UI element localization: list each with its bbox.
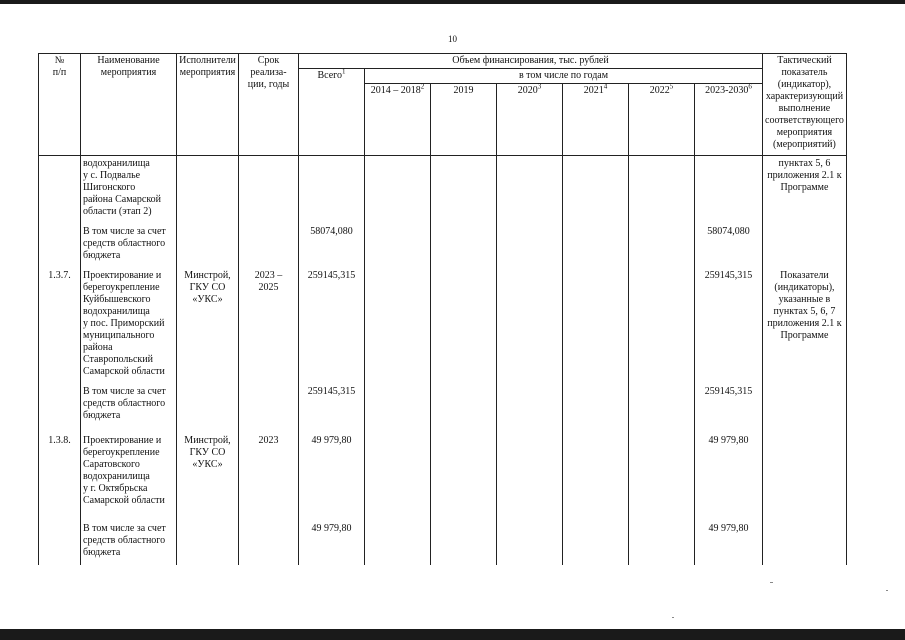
cell-term [239, 521, 299, 565]
header-year-2021: 2021$^4$ [563, 84, 629, 156]
table-row [39, 384, 847, 433]
cell-year [431, 156, 497, 221]
header-year-2019: 2019 [431, 84, 497, 156]
cell-year [563, 268, 629, 384]
table-row [39, 156, 847, 221]
cell-year [431, 521, 497, 565]
cell-year [629, 384, 695, 433]
header-year-2020: 2020$^3$ [497, 84, 563, 156]
cell-year [431, 220, 497, 268]
cell-executors [177, 220, 239, 268]
cell-year-2023-2030: 58074,080 [695, 220, 763, 268]
cell-executors [177, 384, 239, 433]
cell-year [497, 156, 563, 221]
cell-executors [177, 521, 239, 565]
cell-indicator: Показатели (индикаторы), указанные в пунктах 5, 6, 7 приложения 2.1 к Программе [763, 268, 847, 384]
cell-year [563, 384, 629, 433]
cell-total [299, 156, 365, 221]
cell-name: Проектирование и берегоукрепление Куйбышевского водохранилища у пос. Приморский муниципального района Ставропольский Самарской области [81, 268, 177, 384]
cell-num [39, 220, 81, 268]
scan-bottom-edge [0, 629, 905, 640]
header-term: Срок реализа- ции, годы [239, 54, 299, 156]
header-executors: Исполнители мероприятия [177, 54, 239, 156]
header-funding: Объем финансирования, тыс. рублей [299, 54, 763, 69]
header-num: № п/п [39, 54, 81, 156]
cell-year [563, 220, 629, 268]
cell-num [39, 156, 81, 221]
cell-indicator [763, 384, 847, 433]
cell-year [629, 220, 695, 268]
table-row [39, 433, 847, 521]
cell-year [563, 433, 629, 521]
cell-name: Проектирование и берегоукрепление Саратовского водохранилища у г. Октябрьска Самарской области [81, 433, 177, 521]
cell-executors [177, 156, 239, 221]
cell-year [365, 521, 431, 565]
cell-year-2023-2030: 259145,315 [695, 384, 763, 433]
cell-indicator [763, 521, 847, 565]
cell-indicator: пунктах 5, 6 приложения 2.1 к Программе [763, 156, 847, 221]
cell-year [563, 521, 629, 565]
table-row [39, 220, 847, 268]
cell-total: 259145,315 [299, 384, 365, 433]
cell-year [497, 268, 563, 384]
cell-executors: Минстрой, ГКУ СО «УКС» [177, 433, 239, 521]
cell-name: В том числе за счет средств областного бюджета [81, 521, 177, 565]
cell-term [239, 220, 299, 268]
cell-year [497, 220, 563, 268]
table-row [39, 521, 847, 565]
cell-name: В том числе за счет средств областного бюджета [81, 384, 177, 433]
cell-year [563, 156, 629, 221]
cell-num: 1.3.8. [39, 433, 81, 521]
scan-speck [770, 582, 773, 583]
cell-num: 1.3.7. [39, 268, 81, 384]
cell-year [365, 268, 431, 384]
header-year-2014-2018: 2014 – 2018$^2$ [365, 84, 431, 156]
scan-speck [672, 617, 674, 618]
cell-year [497, 433, 563, 521]
page-number: 10 [448, 34, 457, 44]
cell-year-2023-2030: 49 979,80 [695, 433, 763, 521]
table-row [39, 268, 847, 384]
cell-term: 2023 – 2025 [239, 268, 299, 384]
header-total: Всего$^1$ [299, 69, 365, 156]
funding-table [38, 53, 847, 565]
header-indicator: Тактический показатель (индикатор), характеризующий выполнение соответствующего мероприятия (мероприятий) [763, 54, 847, 156]
cell-num [39, 521, 81, 565]
cell-name: В том числе за счет средств областного бюджета [81, 220, 177, 268]
header-year-2022: 2022$^5$ [629, 84, 695, 156]
cell-total: 49 979,80 [299, 521, 365, 565]
header-year-2023-2030: 2023-2030$^6$ [695, 84, 763, 156]
cell-year [365, 220, 431, 268]
cell-year [431, 268, 497, 384]
cell-year-2023-2030: 49 979,80 [695, 521, 763, 565]
cell-year [497, 384, 563, 433]
cell-year [365, 156, 431, 221]
cell-term: 2023 [239, 433, 299, 521]
cell-indicator [763, 220, 847, 268]
cell-year-2023-2030: 259145,315 [695, 268, 763, 384]
scan-speck [886, 590, 888, 591]
header-by-years: в том числе по годам [365, 69, 763, 84]
cell-year [629, 521, 695, 565]
cell-year-2023-2030 [695, 156, 763, 221]
scan-top-edge [0, 0, 905, 4]
cell-year [629, 433, 695, 521]
cell-year [629, 156, 695, 221]
cell-year [431, 384, 497, 433]
cell-total: 49 979,80 [299, 433, 365, 521]
cell-term [239, 384, 299, 433]
cell-total: 259145,315 [299, 268, 365, 384]
cell-year [431, 433, 497, 521]
cell-executors: Минстрой, ГКУ СО «УКС» [177, 268, 239, 384]
cell-year [365, 384, 431, 433]
header-name: Наименование мероприятия [81, 54, 177, 156]
cell-year [629, 268, 695, 384]
cell-year [365, 433, 431, 521]
cell-total: 58074,080 [299, 220, 365, 268]
cell-indicator [763, 433, 847, 521]
cell-term [239, 156, 299, 221]
cell-year [497, 521, 563, 565]
cell-name: водохранилища у с. Подвалье Шигонского района Самарской области (этап 2) [81, 156, 177, 221]
cell-num [39, 384, 81, 433]
